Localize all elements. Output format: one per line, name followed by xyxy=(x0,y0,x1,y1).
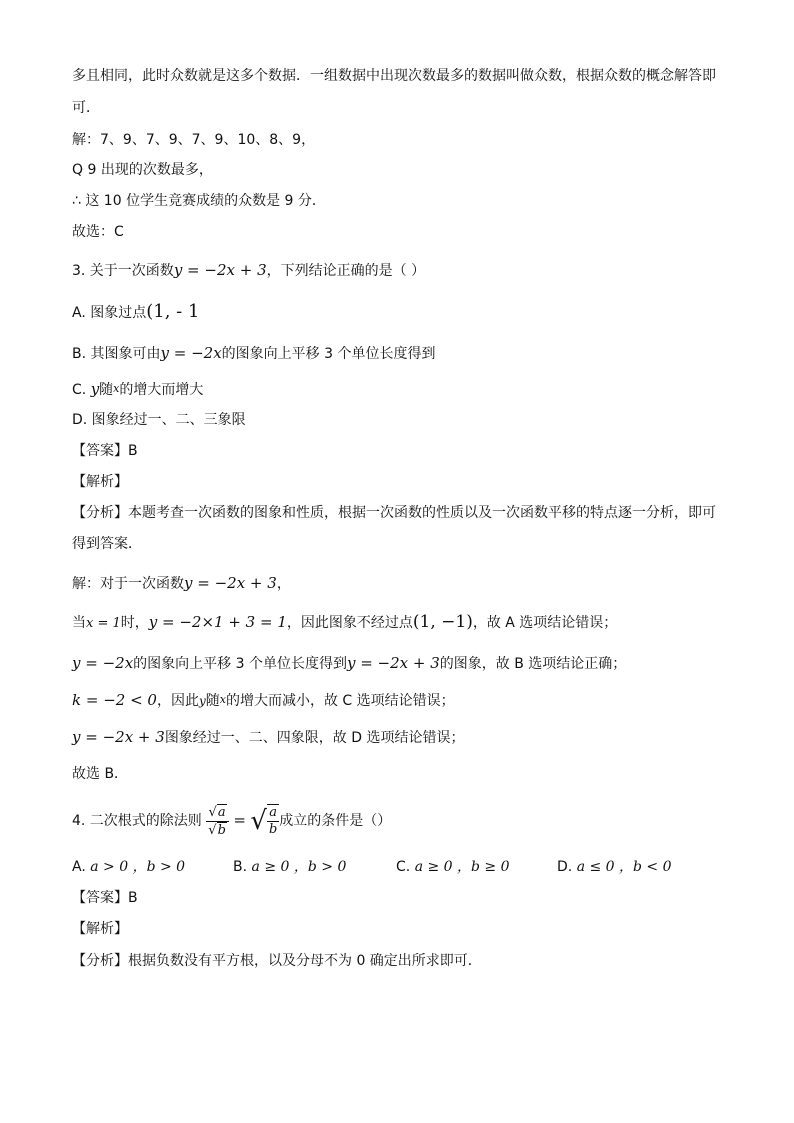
q3-sol-5-formula: y = −2x + 3 xyxy=(72,728,165,746)
q3-sol-2-cond: x = 1 xyxy=(86,616,121,631)
q3-stem-suffix: ，下列结论正确的是（ ） xyxy=(266,263,426,279)
q3-sol-3-suffix: 的图象，故 B 选项结论正确； xyxy=(439,656,627,672)
q3-option-c-suffix: 的增大而增大 xyxy=(119,382,204,398)
q4-frac-left-den: b xyxy=(217,822,226,838)
q3-solution-line-5 xyxy=(72,727,465,748)
q3-option-c-x: x xyxy=(113,382,120,395)
q3-option-b xyxy=(72,343,435,364)
q4-option-a-label: A. xyxy=(72,859,86,875)
q3-solution-line-4 xyxy=(72,690,455,711)
q3-option-a-prefix: A. 图象过点 xyxy=(72,305,147,321)
q3-solution-line-1 xyxy=(72,573,291,594)
q4-answer: 【答案】B xyxy=(72,890,138,906)
q3-sol-2-mid2: ，因此图象不经过点 xyxy=(286,615,413,631)
q3-stem-prefix: 3. 关于一次函数 xyxy=(72,263,174,279)
q4-option-b-value: a ≥ 0 ，b > 0 xyxy=(251,859,347,875)
q4-frac-right-den: b xyxy=(268,822,278,837)
q4-option-d xyxy=(557,857,672,877)
q4-frac-right-num: a xyxy=(267,805,279,822)
q4-analysis-line-1: 【分析】根据负数没有平方根，以及分母不为 0 确定出所求即可． xyxy=(72,953,482,969)
q3-stem-formula: y = −2x + 3 xyxy=(173,261,267,279)
q2-solution-line-4: 故选：C xyxy=(72,224,124,240)
q3-sol-5-suffix: 图象经过一、二、四象限，故 D 选项结论错误； xyxy=(164,730,465,746)
q3-stem xyxy=(72,260,425,281)
q3-option-b-prefix: B. 其图象可由 xyxy=(72,346,161,362)
q4-option-b-label: B. xyxy=(233,859,248,875)
q3-sol-4-x: x xyxy=(219,693,226,706)
q3-sol-4-formula: k = −2 < 0 xyxy=(72,691,157,709)
q3-option-c-prefix: C. xyxy=(72,382,87,398)
q4-option-d-label: D. xyxy=(557,859,573,875)
q3-solution-line-3 xyxy=(72,653,626,674)
q4-frac-left-num: a xyxy=(217,804,226,820)
q3-option-a xyxy=(72,302,199,323)
q3-option-b-suffix: 的图象向上平移 3 个单位长度得到 xyxy=(221,346,436,362)
q3-analysis-line-2: 得到答案． xyxy=(72,536,142,552)
q4-option-c xyxy=(396,857,510,877)
q3-sol-1-prefix: 解：对于一次函数 xyxy=(72,576,184,592)
q3-option-c-mid: 随 xyxy=(99,382,114,398)
q3-analysis-heading: 【解析】 xyxy=(72,474,128,490)
q3-option-b-formula: y = −2x xyxy=(160,344,222,362)
q3-sol-3-formula-1: y = −2x xyxy=(72,654,134,672)
q4-equals: = xyxy=(233,811,246,829)
q4-option-a-value: a > 0 ，b > 0 xyxy=(90,859,186,875)
q3-sol-2-point: (1, −1) xyxy=(412,612,473,632)
q3-sol-2-calc: y = −2×1 + 3 = 1 xyxy=(148,613,287,631)
q4-option-c-value: a ≥ 0 ，b ≥ 0 xyxy=(414,859,510,875)
q4-stem: 4. 二次根式的除法则 $\frac{√a}{√b}$ = √ $\frac{a}{b}$ 成立的条件是（） xyxy=(72,804,392,838)
q3-sol-4-mid2: 随 xyxy=(205,693,220,709)
q3-option-c xyxy=(72,379,203,400)
q4-analysis-heading: 【解析】 xyxy=(72,921,128,937)
q4-option-c-label: C. xyxy=(396,859,411,875)
q3-sol-3-formula-2: y = −2x + 3 xyxy=(346,654,440,672)
q3-sol-3-mid: 的图象向上平移 3 个单位长度得到 xyxy=(133,656,347,672)
q3-sol-2-suffix: ，故 A 选项结论错误； xyxy=(472,615,618,631)
q2-solution-line-1: 解：7、9、7、9、7、9、10、8、9， xyxy=(72,132,316,148)
q3-sol-4-suffix: 的增大而减小，故 C 选项结论错误； xyxy=(225,693,455,709)
intro-line-2: 可． xyxy=(72,100,100,116)
q2-solution-line-3: ∴ 这 10 位学生竞赛成绩的众数是 9 分． xyxy=(72,193,326,209)
q4-option-b xyxy=(233,857,346,877)
q3-option-a-point: (1, - 1 xyxy=(146,301,200,322)
q3-solution-line-2 xyxy=(72,612,617,634)
q3-sol-4-mid1: ，因此 xyxy=(156,693,199,709)
q4-fraction-right xyxy=(267,804,279,838)
q3-sol-2-mid1: 时， xyxy=(120,615,149,631)
q3-sol-4-y: y xyxy=(198,694,206,708)
q4-option-d-value: a ≤ 0 ，b < 0 xyxy=(576,859,672,875)
q3-sol-1-formula: y = −2x + 3 xyxy=(184,574,277,592)
q3-sol-2-prefix: 当 xyxy=(72,615,86,631)
q3-solution-line-6: 故选 B． xyxy=(72,766,129,782)
q3-analysis-line-1: 【分析】本题考查一次函数的图象和性质，根据一次函数的性质以及一次函数平移的特点逐一分析，即可 xyxy=(72,505,716,521)
q3-answer: 【答案】B xyxy=(72,443,138,459)
q4-stem-prefix: 4. 二次根式的除法则 xyxy=(72,813,202,829)
q3-option-c-y: y xyxy=(90,380,100,398)
q4-option-a xyxy=(72,857,185,877)
q3-option-d: D. 图象经过一、二、三象限 xyxy=(72,412,246,428)
q4-fraction-left: $\frac{√a}{√b}$ xyxy=(206,804,229,839)
q4-stem-suffix: 成立的条件是（） xyxy=(279,813,392,829)
q2-solution-line-2: Q 9 出现的次数最多， xyxy=(72,162,213,178)
q3-sol-1-suffix: ， xyxy=(276,576,291,592)
intro-line-1: 多且相同，此时众数就是这多个数据．一组数据中出现次数最多的数据叫做众数，根据众数的概念解答即 xyxy=(72,68,716,84)
